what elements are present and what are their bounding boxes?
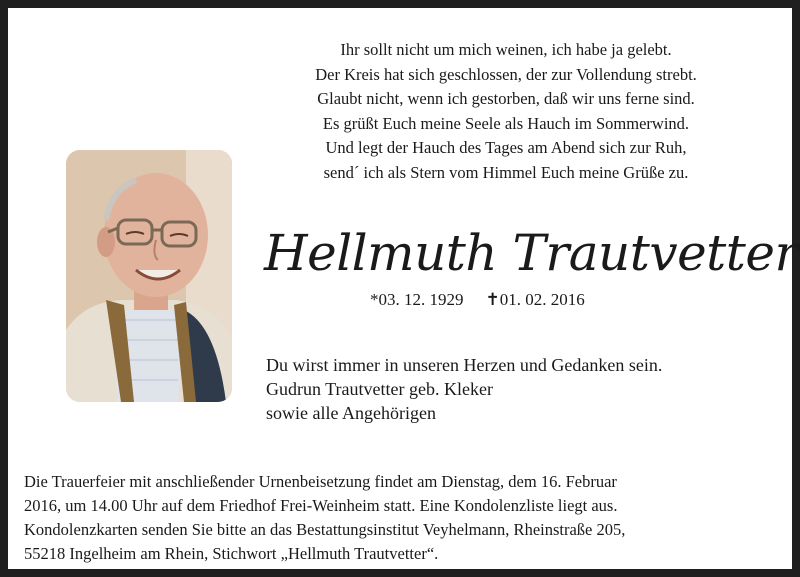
mourners-line: sowie alle Angehörigen xyxy=(266,403,436,423)
funeral-notice xyxy=(24,470,792,566)
notice-line: Die Trauerfeier mit anschließender Urnenbeisetzung findet am Dienstag, dem 16. Februar xyxy=(24,472,617,491)
poem-line: Und legt der Hauch des Tages am Abend sich zur Ruh, xyxy=(325,138,687,158)
poem-line: Ihr sollt nicht um mich weinen, ich habe ja gelebt. xyxy=(340,40,672,59)
portrait-illustration xyxy=(66,150,232,402)
notice-line: 2016, um 14.00 Uhr auf dem Friedhof Frei-Weinheim statt. Eine Kondolenzliste liegt aus. xyxy=(24,496,618,515)
portrait-photo xyxy=(66,150,232,402)
poem xyxy=(256,38,756,186)
poem-line: Glaubt nicht, wenn ich gestorben, daß wir uns ferne sind. xyxy=(317,89,695,109)
death-date: ✝01. 02. 2016 xyxy=(485,290,585,309)
deceased-name: Hellmuth Trautvetter xyxy=(264,224,798,282)
poem-line: send´ ich als Stern vom Himmel Euch meine Grüße zu. xyxy=(323,162,689,182)
notice-line: Kondolenzkarten senden Sie bitte an das Bestattungsinstitut Veyhelmann, Rheinstraße 205, xyxy=(24,520,626,539)
life-dates xyxy=(370,290,585,310)
poem-line: Der Kreis hat sich geschlossen, der zur Vollendung strebt. xyxy=(315,64,697,84)
poem-line: Es grüßt Euch meine Seele als Hauch im Sommerwind. xyxy=(322,113,690,133)
birth-date: *03. 12. 1929 xyxy=(370,290,464,309)
mourners-block xyxy=(266,353,662,425)
mourners-line: Gudrun Trautvetter geb. Kleker xyxy=(266,379,493,399)
mourners-line: Du wirst immer in unseren Herzen und Gedanken sein. xyxy=(266,355,663,375)
notice-line: 55218 Ingelheim am Rhein, Stichwort „Hellmuth Trautvetter“. xyxy=(24,544,439,563)
